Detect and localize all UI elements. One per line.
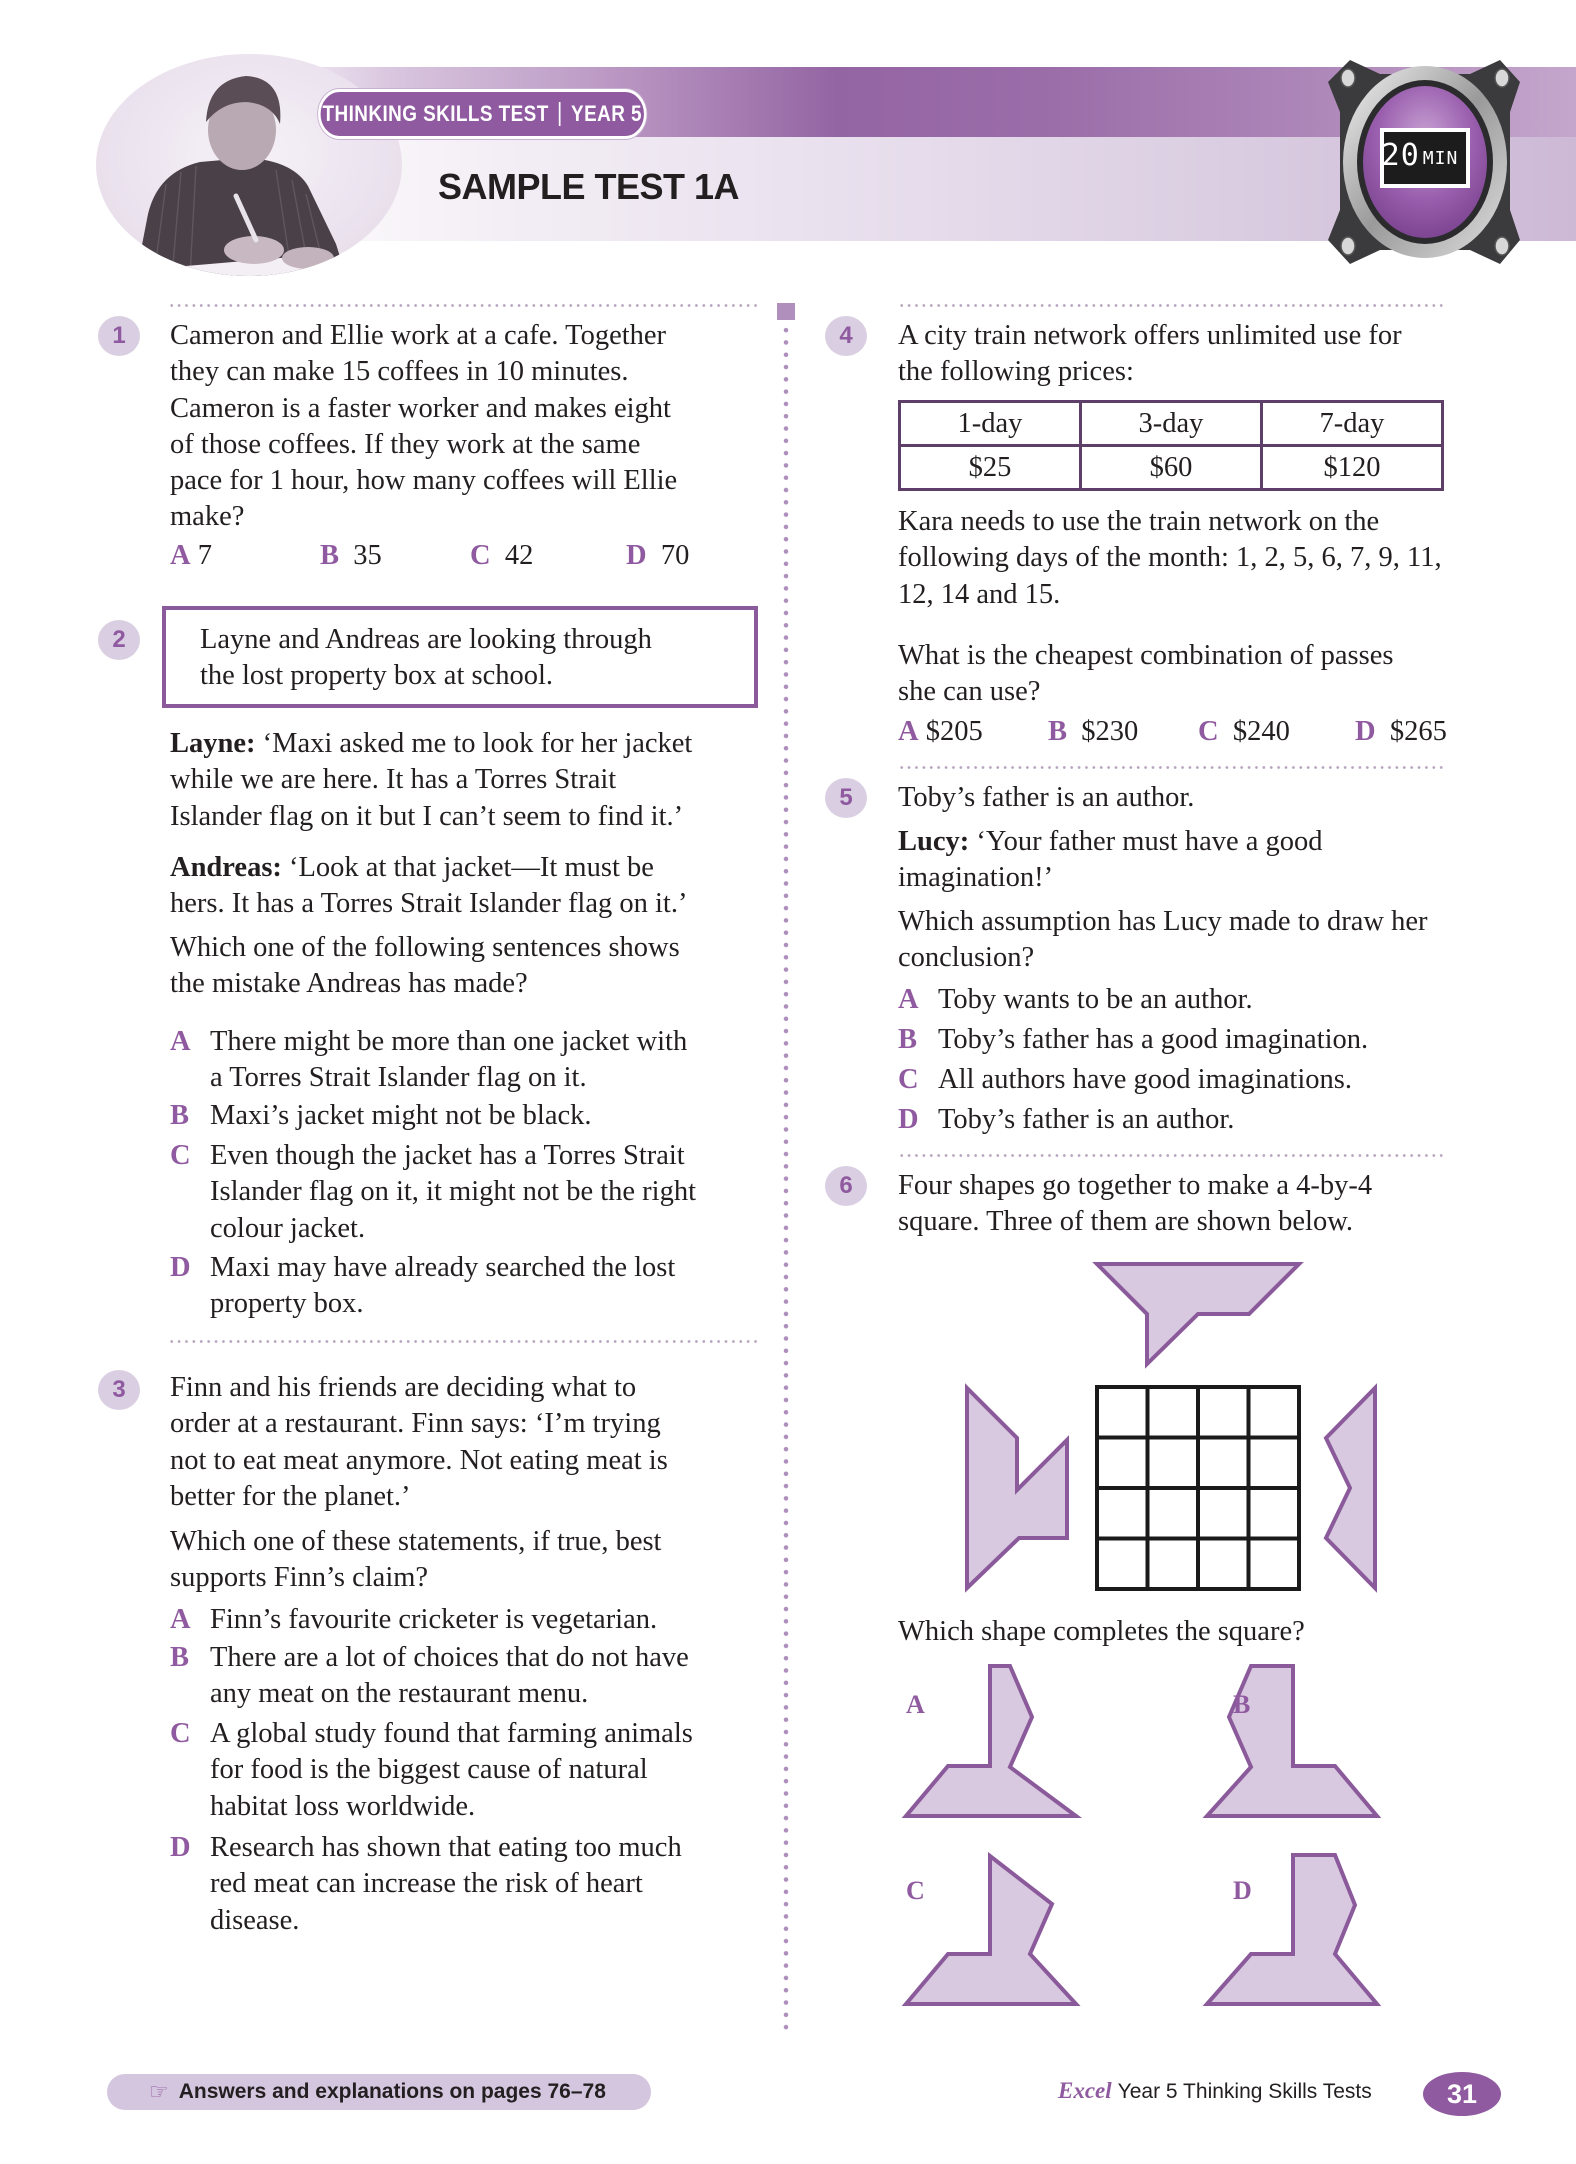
grid-cell [1198,1488,1249,1539]
option-text: Toby’s father has a good imagination. [938,1024,1369,1055]
series-label: THINKING SKILLS TEST [322,101,549,126]
question-number-badge: 4 [825,316,867,356]
grid-cell [1198,1387,1249,1438]
option-text: There might be more than one jacket with a Torres Strait Islander flag on it. [210,1026,688,1094]
text-line: A city train network offers unlimited use for [898,320,1402,351]
text-line: hers. It has a Torres Strait Islander flag on it.’ [170,888,688,920]
grid-cell [1249,1539,1300,1590]
table-cell: $25 [900,446,1081,490]
text-line: they can make 15 coffees in 10 minutes. [170,356,629,388]
option-text: Research has shown that eating too much red meat can increase the risk of heart disease. [210,1832,682,1936]
text-line: What is the cheapest combination of passes [898,640,1394,671]
given-shape-right [1326,1388,1375,1588]
option-text: $265 [1389,716,1447,747]
option-letter: A [170,1604,191,1635]
option-d[interactable]: D [1233,1876,1252,1905]
table-cell: 3-day [1081,402,1262,446]
option-text: 70 [660,540,690,571]
option-text: 42 [504,540,534,571]
text-line: of those coffees. If they work at the same [170,428,641,460]
question-number-badge: 5 [825,778,867,818]
given-shape-top [1097,1264,1299,1364]
option-a[interactable]: A [906,1690,925,1719]
grid-cell [1148,1438,1199,1489]
answer-shape-c [906,1856,1076,2004]
option-letter: D [626,540,647,571]
text-line: 12, 14 and 15. [898,578,1061,610]
text-line: order at a restaurant. Finn says: ‘I’m trying [170,1408,661,1440]
text-line: ‘Maxi asked me to look for her jacket [262,728,693,759]
grid-cell [1198,1539,1249,1590]
option-letter: B [170,1642,190,1673]
text-line: while we are here. It has a Torres Strait [170,764,617,796]
grid-cell [1097,1387,1148,1438]
four-by-four-grid [1097,1387,1299,1589]
timer-value: 20 [1381,137,1420,173]
option-text: $205 [925,716,983,747]
text-line: pace for 1 hour, how many coffees will Ellie [170,465,678,497]
option-text: All authors have good imaginations. [938,1064,1352,1095]
option-text: Even though the jacket has a Torres Strait Islander flag on it, it might not be the right colour jacket. [210,1140,696,1244]
grid-cell [1148,1488,1199,1539]
text-line: conclusion? [898,942,1035,974]
text-line: Which one of the following sentences shows [170,932,680,963]
question-5-statement: Toby’s father is an author. [898,782,1195,813]
text-line: Cameron and Ellie work at a cafe. Together [170,320,667,351]
option-text: There are a lot of choices that do not have any meat on the restaurant menu. [210,1642,689,1710]
option-letter: D [170,1832,191,1863]
text-line: Islander flag on it but I can’t seem to find it.’ [170,800,684,832]
book-title [1058,2078,1372,2104]
option-letter: A [898,716,919,747]
text-line: the following prices: [898,356,1134,388]
table-cell: $60 [1081,446,1262,490]
grid-cell [1249,1387,1300,1438]
option-letter: B [1048,716,1068,747]
option-letter: A [170,1026,191,1057]
option-text: A global study found that farming animals for food is the biggest cause of natural habitat loss worldwide. [210,1718,693,1822]
grid-cell [1097,1539,1148,1590]
grid-cell [1097,1438,1148,1489]
text-line: Four shapes go together to make a 4-by-4 [898,1170,1373,1201]
question-number-badge: 3 [98,1370,140,1410]
option-text: $240 [1232,716,1290,747]
option-text: Toby’s father is an author. [938,1104,1235,1135]
text-line: Which assumption has Lucy made to draw her [898,906,1428,937]
text-line: the lost property box at school. [200,660,554,692]
timer-unit: MIN [1422,147,1459,169]
grid-cell [1249,1488,1300,1539]
option-letter: D [170,1252,191,1283]
option-text: Maxi’s jacket might not be black. [210,1100,592,1131]
table-cell: $120 [1262,446,1443,490]
speaker-name: Layne: [170,728,256,759]
option-letter: B [170,1100,190,1131]
option-b[interactable]: B [1233,1690,1251,1719]
text-line: Layne and Andreas are looking through [200,624,652,655]
year-label: YEAR 5 [571,101,642,126]
text-line: she can use? [898,676,1041,708]
option-letter: A [898,984,919,1015]
question-number-badge: 2 [98,620,140,660]
option-letter: C [470,540,491,571]
answers-reference-text: Answers and explanations on pages 76–78 [178,2080,606,2103]
pointing-hand-icon: ☞ [149,2079,169,2104]
option-text: $230 [1081,716,1139,747]
page-number: 31 [1423,2072,1501,2116]
option-text: Finn’s favourite cricketer is vegetarian. [210,1604,658,1635]
answer-shape-a [906,1666,1076,1816]
text-line: Cameron is a faster worker and makes eight [170,392,671,424]
text-line: Which one of these statements, if true, best [170,1526,662,1557]
brand-name: Excel [1058,2078,1112,2103]
grid-cell [1198,1438,1249,1489]
option-text: Toby wants to be an author. [938,984,1253,1015]
text-line: Finn and his friends are deciding what to [170,1372,637,1403]
book-title-text: Year 5 Thinking Skills Tests [1117,2080,1372,2103]
text-line: supports Finn’s claim? [170,1562,429,1594]
answer-shape-b [1207,1666,1377,1816]
option-text: 35 [353,540,382,571]
text-line: the mistake Andreas has made? [170,968,528,1000]
text-line: square. Three of them are shown below. [898,1206,1354,1238]
option-letter: B [320,540,340,571]
option-letter: C [170,1140,191,1171]
text-line: ‘Look at that jacket—It must be [289,852,654,883]
grid-cell [1148,1539,1199,1590]
text-line: Kara needs to use the train network on the [898,506,1380,537]
grid-cell [1097,1488,1148,1539]
option-letter: C [1198,716,1219,747]
option-c[interactable]: C [906,1876,925,1905]
speaker-name: Lucy: [898,826,970,857]
question-number-badge: 1 [98,316,140,356]
speaker-name: Andreas: [170,852,282,883]
option-letter: C [170,1718,191,1749]
text-line: imagination!’ [898,862,1054,894]
question-6-prompt: Which shape completes the square? [898,1616,1305,1647]
text-line: not to eat meat anymore. Not eating meat is [170,1444,668,1476]
option-text: Maxi may have already searched the lost property box. [210,1252,676,1320]
option-text: 7 [197,540,212,571]
text-line: ‘Your father must have a good [976,826,1323,857]
option-letter: D [898,1104,919,1135]
grid-cell [1249,1438,1300,1489]
option-letter: C [898,1064,919,1095]
question-number-badge: 6 [825,1166,867,1206]
page-title: SAMPLE TEST 1A [438,166,740,207]
given-shape-left [967,1388,1067,1588]
grid-cell [1148,1387,1199,1438]
text-line: make? [170,501,245,533]
table-cell: 7-day [1262,402,1443,446]
table-cell: 1-day [900,402,1081,446]
text-line: better for the planet.’ [170,1480,411,1512]
text-line: following days of the month: 1, 2, 5, 6, 7, 9, 11, [898,542,1442,574]
answers-reference [107,2074,651,2110]
option-letter: A [170,540,191,571]
option-letter: B [898,1024,918,1055]
option-letter: D [1355,716,1376,747]
